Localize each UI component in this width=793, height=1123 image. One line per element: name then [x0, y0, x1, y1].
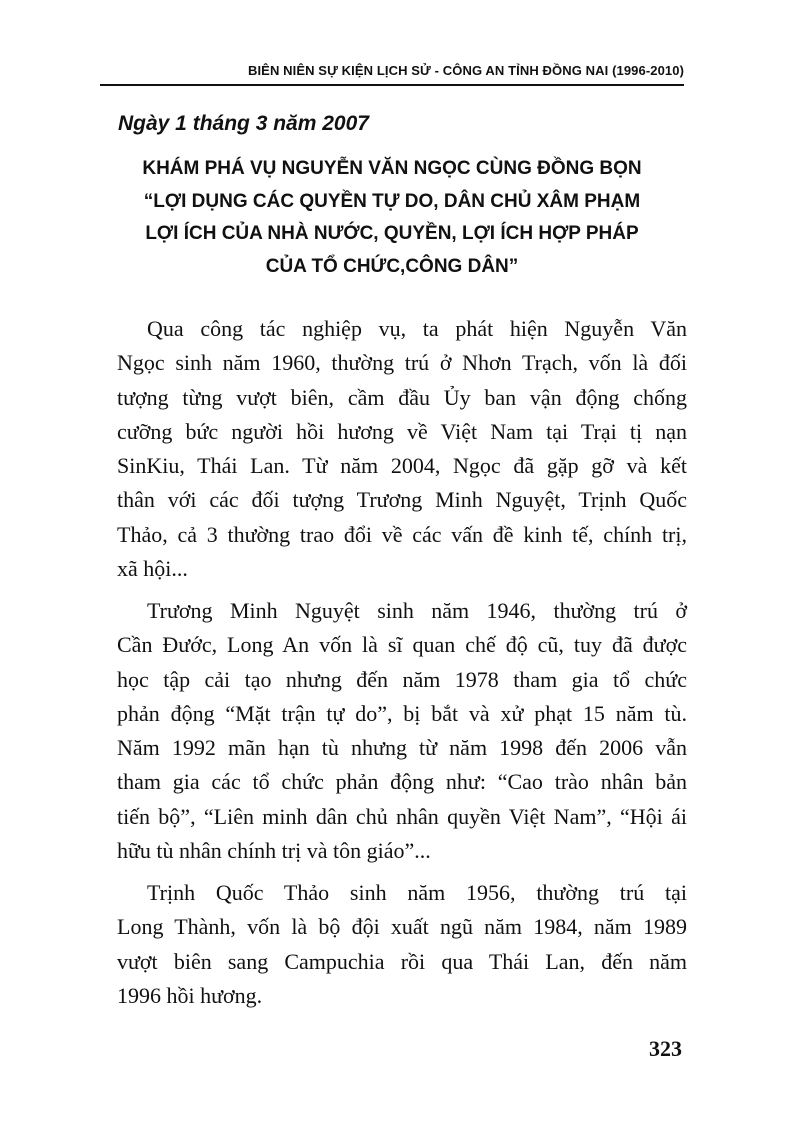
paragraph-line: tham gia các tổ chức phản động như: “Cao trào nhân bản [117, 769, 687, 795]
paragraph-line: Thảo, cả 3 thường trao đổi về các vấn đề kinh tế, chính trị, [117, 521, 687, 547]
headline-line: “LỢI DỤNG CÁC QUYỀN TỰ DO, DÂN CHỦ XÂM PHẠM [143, 190, 641, 212]
paragraph-1 [117, 312, 687, 586]
paragraph-line: vượt biên sang Campuchia rồi qua Thái Lan, đến năm [117, 948, 687, 974]
paragraph-line: 1996 hồi hương. [117, 982, 263, 1008]
paragraph-line: SinKiu, Thái Lan. Từ năm 2004, Ngọc đã gặp gỡ và kết [117, 453, 687, 479]
paragraph-line: xã hội... [117, 556, 188, 582]
paragraph-line: tượng từng vượt biên, cầm đầu Ủy ban vận động chống [117, 384, 687, 410]
paragraph-line: tiến bộ”, “Liên minh dân chủ nhân quyền Việt Nam”, “Hội ái [117, 803, 687, 829]
entry-headline [100, 153, 684, 283]
paragraph-line: Trịnh Quốc Thảo sinh năm 1956, thường trú tại [147, 880, 687, 905]
paragraph-line: Trương Minh Nguyệt sinh năm 1946, thường trú ở [147, 598, 687, 623]
paragraph-line: phản động “Mặt trận tự do”, bị bắt và xử phạt 15 năm tù. [117, 700, 687, 726]
paragraph-line: Long Thành, vốn là bộ đội xuất ngũ năm 1984, năm 1989 [117, 914, 687, 940]
page-number: 323 [649, 1036, 682, 1061]
paragraph-line: Cần Đước, Long An vốn là sĩ quan chế độ cũ, tuy đã được [117, 632, 687, 658]
paragraph-line: thân với các đối tượng Trương Minh Nguyệt, Trịnh Quốc [117, 487, 687, 513]
running-header [100, 56, 684, 86]
headline-line: CỦA TỔ CHỨC,CÔNG DÂN” [265, 255, 519, 277]
paragraph-line: hữu tù nhân chính trị và tôn giáo”... [117, 838, 431, 864]
paragraph-3 [117, 876, 687, 1013]
headline-line: LỢI ÍCH CỦA NHÀ NƯỚC, QUYỀN, LỢI ÍCH HỢP PHÁP [145, 223, 639, 244]
headline-line: KHÁM PHÁ VỤ NGUYỄN VĂN NGỌC CÙNG ĐỒNG BỌN [142, 158, 642, 179]
paragraph-line: Ngọc sinh năm 1960, thường trú ở Nhơn Trạch, vốn là đối [117, 350, 687, 376]
entry-date: Ngày 1 tháng 3 năm 2007 [118, 112, 369, 135]
paragraph-line: cưỡng bức người hồi hương về Việt Nam tại Trại tị nạn [117, 418, 687, 444]
paragraph-line: Qua công tác nghiệp vụ, ta phát hiện Nguyễn Văn [147, 316, 687, 341]
paragraph-line: Năm 1992 mãn hạn tù nhưng từ năm 1998 đến 2006 vẫn [117, 735, 687, 761]
paragraph-2 [117, 594, 687, 868]
paragraph-line: học tập cải tạo nhưng đến năm 1978 tham gia tổ chức [117, 666, 687, 692]
running-header-title: BIÊN NIÊN SỰ KIỆN LỊCH SỬ - CÔNG AN TỈNH ĐỒNG NAI (1996-2010) [247, 63, 684, 78]
